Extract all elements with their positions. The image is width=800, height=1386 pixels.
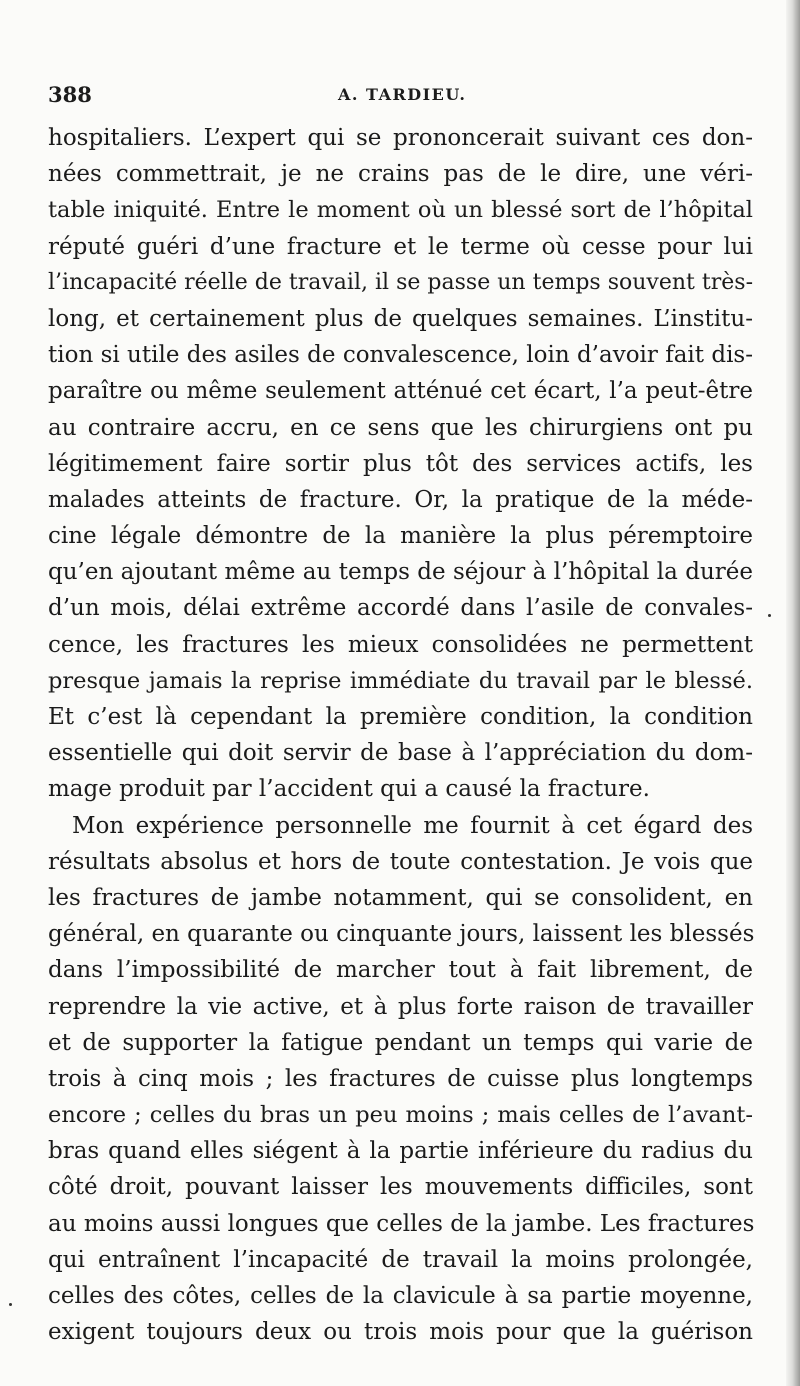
text-line: long, et certainement plus de quelques semaines. L’institu- — [48, 305, 753, 332]
text-line: reprendre la vie active, et à plus forte raison de travailler — [48, 993, 753, 1020]
text-line: les fractures de jambe notamment, qui se consolident, en — [48, 884, 753, 911]
ink-speck — [9, 1303, 12, 1306]
text-line: presque jamais la reprise immédiate du travail par le blessé. — [48, 667, 753, 694]
text-line: bras quand elles siégent à la partie inférieure du radius du — [48, 1138, 753, 1165]
text-line: côté droit, pouvant laisser les mouvements difficiles, sont — [48, 1174, 753, 1201]
ink-speck — [768, 614, 771, 617]
body-text — [48, 120, 753, 1350]
text-line: résultats absolus et hors de toute contestation. Je vois que — [48, 848, 753, 875]
text-line: table iniquité. Entre le moment où un blessé sort de l’hôpital — [48, 197, 753, 224]
text-line: réputé guéri d’une fracture et le terme où cesse pour lui — [48, 233, 753, 260]
text-line: trois à cinq mois ; les fractures de cuisse plus longtemps — [48, 1065, 753, 1092]
paragraph-first-line: Mon expérience personnelle me fournit à cet égard des — [72, 812, 753, 839]
text-line: et de supporter la fatigue pendant un temps qui varie de — [48, 1029, 753, 1056]
text-line: qu’en ajoutant même au temps de séjour à l’hôpital la durée — [48, 559, 753, 586]
page-edge-shadow — [786, 0, 800, 1386]
text-line: dans l’impossibilité de marcher tout à fait librement, de — [48, 957, 753, 984]
text-line: cence, les fractures les mieux consolidées ne permettent — [48, 631, 753, 658]
text-line: essentielle qui doit servir de base à l’appréciation du dom- — [48, 740, 753, 767]
text-line: d’un mois, délai extrême accordé dans l’asile de convales- — [48, 595, 753, 622]
text-line: qui entraînent l’incapacité de travail la moins prolongée, — [48, 1246, 753, 1273]
text-line: hospitaliers. L’expert qui se prononcerait suivant ces don- — [48, 125, 753, 151]
text-line: au moins aussi longues que celles de la jambe. Les fractures — [48, 1210, 755, 1237]
text-line: cine légale démontre de la manière la plus péremptoire — [48, 523, 753, 550]
text-line: Et c’est là cependant la première condition, la condition — [48, 704, 753, 730]
text-line: légitimement faire sortir plus tôt des services actifs, les — [48, 450, 753, 477]
paragraph-last-line: mage produit par l’accident qui a causé la fracture. — [48, 776, 650, 803]
text-line: malades atteints de fracture. Or, la pratique de la méde- — [48, 486, 753, 513]
text-line: nées commettrait, je ne crains pas de le dire, une véri- — [48, 161, 753, 188]
text-line: paraître ou même seulement atténué cet écart, l’a peut-être — [48, 378, 753, 405]
text-line: général, en quarante ou cinquante jours, laissent les blessés — [48, 921, 755, 948]
text-line: l’incapacité réelle de travail, il se passe un temps souvent très- — [48, 269, 753, 295]
page-header — [48, 82, 754, 112]
text-line: exigent toujours deux ou trois mois pour que la guérison — [48, 1319, 753, 1346]
running-head: A. TARDIEU. — [338, 85, 467, 104]
page-number: 388 — [48, 82, 92, 107]
text-line: au contraire accru, en ce sens que les chirurgiens ont pu — [48, 414, 753, 441]
text-line: tion si utile des asiles de convalescence, loin d’avoir fait dis- — [48, 342, 753, 369]
text-line: encore ; celles du bras un peu moins ; mais celles de l’avant- — [48, 1102, 753, 1129]
text-line: celles des côtes, celles de la clavicule à sa partie moyenne, — [48, 1283, 753, 1309]
